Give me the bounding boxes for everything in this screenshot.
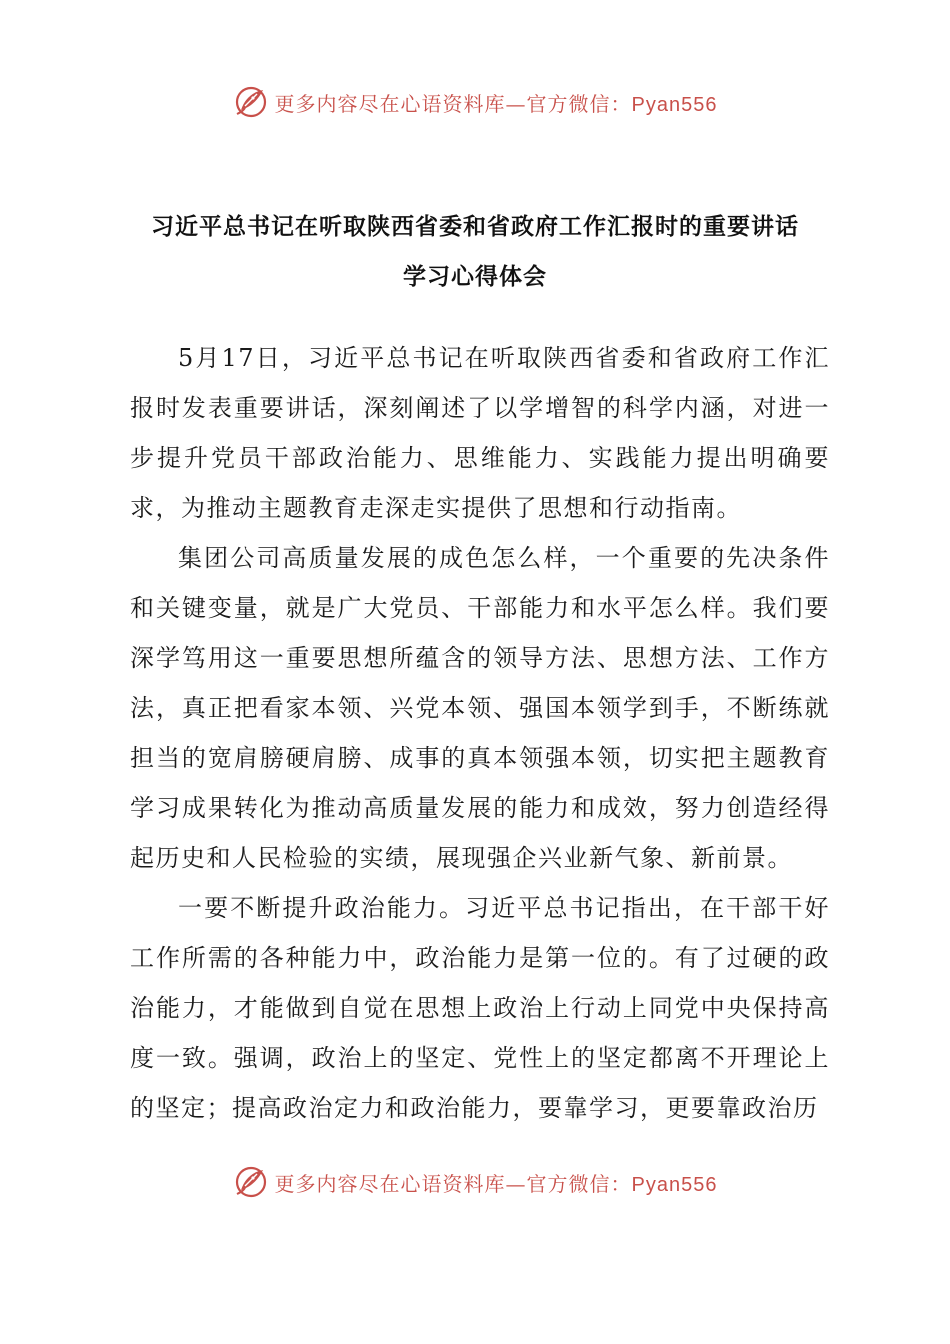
banner-wechat-label: 官方微信： <box>526 1171 632 1196</box>
banner-wechat-id: Pyan556 <box>631 93 718 116</box>
header-banner <box>0 80 950 124</box>
paragraph-3: 一要不断提升政治能力。习近平总书记指出，在干部干好工作所需的各种能力中，政治能力是第一位的。有了过硬的政治能力，才能做到自觉在思想上政治上行动上同党中央保持高度一致。强调，政治上的坚定、党性上的坚定都离不开理论上的坚定；提高政治定力和政治能力，要靠学习，更要靠政治历 <box>130 894 830 1122</box>
paragraph-1: 5月17日，习近平总书记在听取陕西省委和省政府工作汇报时发表重要讲话，深刻阐述了以学增智的科学内涵，对进一步提升党员干部政治能力、思维能力、实践能力提出明确要求，为推动主题教育走深走实提供了思想和行动指南。 <box>130 344 830 522</box>
banner-wechat-label: 官方微信： <box>526 91 632 116</box>
document-body <box>130 333 830 1133</box>
pen-nib-logo-icon <box>233 84 269 120</box>
banner-slogan: 更多内容尽在心语资料库 <box>274 1171 506 1196</box>
banner-text <box>275 88 718 117</box>
banner-text <box>275 1168 718 1197</box>
document-title-line-1: 习近平总书记在听取陕西省委和省政府工作汇报时的重要讲话 <box>151 214 799 240</box>
banner-separator: — <box>505 1171 527 1196</box>
banner-separator: — <box>505 91 527 116</box>
footer-banner <box>0 1160 950 1204</box>
paragraph-2: 集团公司高质量发展的成色怎么样，一个重要的先决条件和关键变量，就是广大党员、干部能力和水平怎么样。我们要深学笃用这一重要思想所蕴含的领导方法、思想方法、工作方法，真正把看家本领、兴党本领、强国本领学到手，不断练就担当的宽肩膀硬肩膀、成事的真本领强本领，切实把主题教育学习成果转化为推动高质量发展的能力和成效，努力创造经得起历史和人民检验的实绩，展现强企兴业新气象、新前景。 <box>130 544 830 872</box>
pen-nib-logo-icon <box>233 1164 269 1200</box>
document-title-line-2: 学习心得体会 <box>403 264 547 290</box>
banner-slogan: 更多内容尽在心语资料库 <box>274 91 506 116</box>
banner-wechat-id: Pyan556 <box>631 1173 718 1196</box>
